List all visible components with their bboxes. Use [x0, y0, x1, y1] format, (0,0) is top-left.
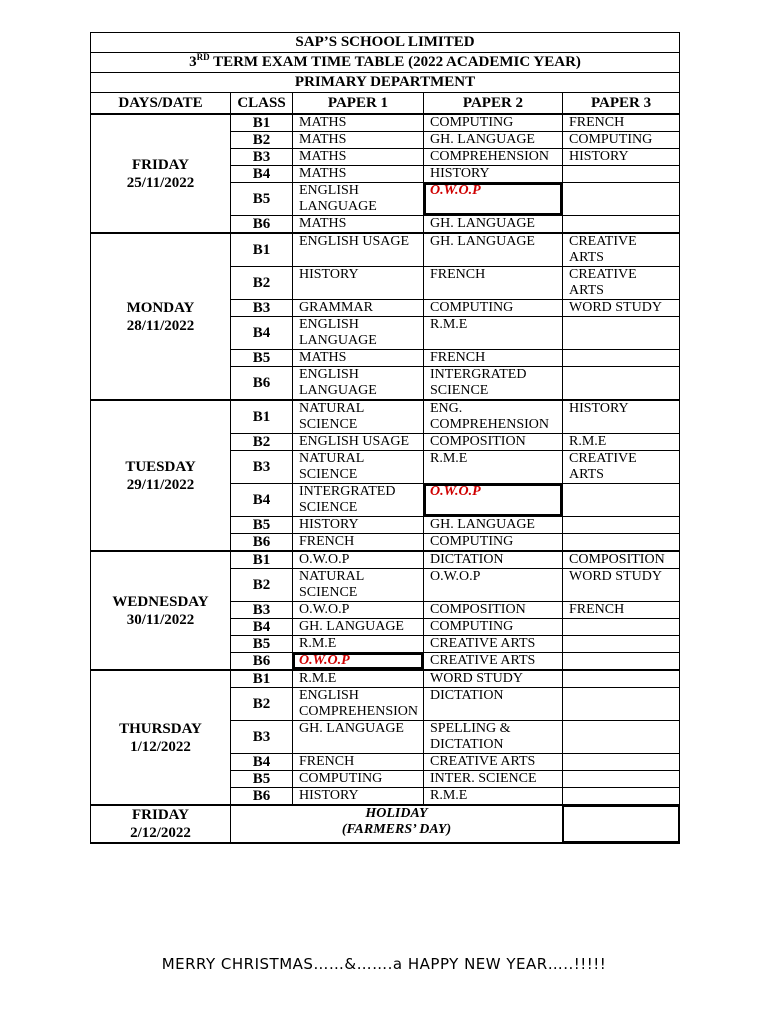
paper-1-cell: MATHS — [293, 166, 424, 183]
day-date: 1/12/2022 — [130, 738, 191, 755]
paper-3-cell — [563, 653, 680, 671]
header-class: CLASS — [231, 93, 293, 115]
paper-2-cell: HISTORY — [424, 166, 563, 183]
paper-3-cell — [563, 216, 680, 234]
paper-2-cell: COMPOSITION — [424, 434, 563, 451]
paper-3-cell — [563, 350, 680, 367]
day-name: FRIDAY — [132, 807, 189, 823]
paper-2-cell: COMPUTING — [424, 619, 563, 636]
paper-1-cell: ENGLISH LANGUAGE — [293, 367, 424, 401]
paper-2-cell: FRENCH — [424, 350, 563, 367]
paper-2-cell: COMPUTING — [424, 300, 563, 317]
paper-3-cell: CREATIVE ARTS — [563, 233, 680, 267]
paper-3-cell — [563, 619, 680, 636]
class-cell: B4 — [231, 317, 293, 350]
day-name: THURSDAY — [119, 720, 202, 737]
exam-timetable — [90, 32, 680, 844]
paper-3-cell: HISTORY — [563, 149, 680, 166]
class-cell: B3 — [231, 602, 293, 619]
department-name: PRIMARY DEPARTMENT — [91, 73, 680, 93]
paper-2-cell: FRENCH — [424, 267, 563, 300]
paper-2-cell: GH. LANGUAGE — [424, 216, 563, 234]
class-cell: B5 — [231, 636, 293, 653]
paper-1-cell: O.W.O.P — [293, 602, 424, 619]
day-name: FRIDAY — [132, 156, 189, 173]
paper-2-cell: COMPREHENSION — [424, 149, 563, 166]
paper-1-cell: ENGLISH COMPREHENSION — [293, 688, 424, 721]
paper-2-cell: COMPUTING — [424, 114, 563, 132]
paper-3-cell — [563, 484, 680, 517]
paper-2-cell: GH. LANGUAGE — [424, 517, 563, 534]
paper-1-cell: HISTORY — [293, 788, 424, 806]
day-date: 29/11/2022 — [126, 476, 195, 493]
class-cell: B2 — [231, 267, 293, 300]
paper-3-cell: WORD STUDY — [563, 569, 680, 602]
paper-1-cell: MATHS — [293, 132, 424, 149]
paper-2-cell: CREATIVE ARTS — [424, 653, 563, 671]
paper-3-cell — [563, 688, 680, 721]
day-name: TUESDAY — [125, 458, 196, 475]
paper-1-cell: MATHS — [293, 350, 424, 367]
header-paper-3: PAPER 3 — [563, 93, 680, 115]
paper-1-cell: HISTORY — [293, 267, 424, 300]
paper-3-cell: COMPOSITION — [563, 551, 680, 569]
empty-cell — [563, 805, 680, 843]
paper-2-cell: O.W.O.P — [424, 484, 563, 517]
paper-1-cell: R.M.E — [293, 670, 424, 688]
table-row — [91, 670, 680, 688]
paper-2-cell: O.W.O.P — [424, 183, 563, 216]
table-row — [91, 551, 680, 569]
paper-1-cell: NATURAL SCIENCE — [293, 451, 424, 484]
header-days-date: DAYS/DATE — [91, 93, 231, 115]
header-paper-2: PAPER 2 — [424, 93, 563, 115]
class-cell: B2 — [231, 132, 293, 149]
paper-1-cell: COMPUTING — [293, 771, 424, 788]
paper-1-cell: HISTORY — [293, 517, 424, 534]
class-cell: B1 — [231, 233, 293, 267]
paper-1-cell: ENGLISH LANGUAGE — [293, 317, 424, 350]
paper-3-cell: CREATIVE ARTS — [563, 451, 680, 484]
class-cell: B1 — [231, 551, 293, 569]
class-cell: B2 — [231, 569, 293, 602]
day-date: 28/11/2022 — [126, 317, 195, 334]
paper-3-cell — [563, 183, 680, 216]
footer-greeting: MERRY CHRISTMAS……&…….a HAPPY NEW YEAR…..!!!!! — [161, 955, 607, 973]
paper-3-cell — [563, 534, 680, 552]
holiday-reason: (FARMERS’ DAY) — [341, 822, 452, 837]
paper-3-cell — [563, 317, 680, 350]
class-cell: B2 — [231, 434, 293, 451]
paper-1-cell: ENGLISH USAGE — [293, 434, 424, 451]
paper-1-cell: ENGLISH USAGE — [293, 233, 424, 267]
paper-3-cell — [563, 636, 680, 653]
paper-1-cell: NATURAL SCIENCE — [293, 569, 424, 602]
paper-2-cell: ENG. COMPREHENSION — [424, 400, 563, 434]
day-date-cell — [91, 233, 231, 400]
day-name: MONDAY — [126, 299, 195, 316]
class-cell: B5 — [231, 183, 293, 216]
paper-1-cell: O.W.O.P — [293, 653, 424, 671]
paper-1-cell: MATHS — [293, 114, 424, 132]
paper-3-cell — [563, 771, 680, 788]
paper-3-cell — [563, 166, 680, 183]
day-date-cell — [91, 400, 231, 551]
class-cell: B6 — [231, 534, 293, 552]
holiday-cell — [231, 805, 563, 843]
paper-1-cell: GH. LANGUAGE — [293, 619, 424, 636]
paper-2-cell: R.M.E — [424, 788, 563, 806]
paper-2-cell: INTER. SCIENCE — [424, 771, 563, 788]
paper-3-cell: FRENCH — [563, 114, 680, 132]
class-cell: B1 — [231, 400, 293, 434]
holiday-label: HOLIDAY — [365, 806, 428, 821]
paper-2-cell: O.W.O.P — [424, 569, 563, 602]
day-date-cell — [91, 805, 231, 843]
paper-3-cell: WORD STUDY — [563, 300, 680, 317]
paper-3-cell: CREATIVE ARTS — [563, 267, 680, 300]
paper-1-cell: MATHS — [293, 216, 424, 234]
paper-1-cell: R.M.E — [293, 636, 424, 653]
paper-1-cell: GH. LANGUAGE — [293, 721, 424, 754]
class-cell: B4 — [231, 619, 293, 636]
class-cell: B3 — [231, 300, 293, 317]
class-cell: B6 — [231, 788, 293, 806]
paper-1-cell: FRENCH — [293, 534, 424, 552]
day-date: 25/11/2022 — [126, 174, 195, 191]
timetable-title: 3RD TERM EXAM TIME TABLE (2022 ACADEMIC YEAR) — [91, 53, 680, 73]
paper-2-cell: R.M.E — [424, 451, 563, 484]
paper-2-cell: DICTATION — [424, 551, 563, 569]
class-cell: B5 — [231, 517, 293, 534]
paper-1-cell: ENGLISH LANGUAGE — [293, 183, 424, 216]
class-cell: B5 — [231, 771, 293, 788]
paper-3-cell: COMPUTING — [563, 132, 680, 149]
paper-2-cell: GH. LANGUAGE — [424, 233, 563, 267]
table-row — [91, 114, 680, 132]
header-paper-1: PAPER 1 — [293, 93, 424, 115]
paper-1-cell: O.W.O.P — [293, 551, 424, 569]
day-name: WEDNESDAY — [112, 593, 209, 610]
paper-3-cell: R.M.E — [563, 434, 680, 451]
class-cell: B6 — [231, 216, 293, 234]
class-cell: B3 — [231, 149, 293, 166]
paper-1-cell: INTERGRATED SCIENCE — [293, 484, 424, 517]
paper-1-cell: NATURAL SCIENCE — [293, 400, 424, 434]
column-headers — [91, 93, 680, 115]
paper-3-cell — [563, 367, 680, 401]
class-cell: B4 — [231, 166, 293, 183]
paper-3-cell — [563, 754, 680, 771]
paper-2-cell: SPELLING & DICTATION — [424, 721, 563, 754]
paper-2-cell: R.M.E — [424, 317, 563, 350]
holiday-row — [91, 805, 680, 843]
paper-3-cell — [563, 670, 680, 688]
day-date: 30/11/2022 — [126, 611, 195, 628]
class-cell: B2 — [231, 688, 293, 721]
paper-2-cell: CREATIVE ARTS — [424, 754, 563, 771]
class-cell: B6 — [231, 653, 293, 671]
paper-3-cell — [563, 788, 680, 806]
paper-3-cell — [563, 721, 680, 754]
class-cell: B1 — [231, 670, 293, 688]
paper-2-cell: WORD STUDY — [424, 670, 563, 688]
day-date-cell — [91, 114, 231, 233]
class-cell: B3 — [231, 451, 293, 484]
paper-2-cell: GH. LANGUAGE — [424, 132, 563, 149]
class-cell: B3 — [231, 721, 293, 754]
paper-1-cell: MATHS — [293, 149, 424, 166]
class-cell: B4 — [231, 754, 293, 771]
day-date: 2/12/2022 — [130, 825, 191, 841]
class-cell: B6 — [231, 367, 293, 401]
table-row — [91, 400, 680, 434]
paper-3-cell: HISTORY — [563, 400, 680, 434]
paper-2-cell: COMPOSITION — [424, 602, 563, 619]
class-cell: B1 — [231, 114, 293, 132]
table-row — [91, 233, 680, 267]
class-cell: B5 — [231, 350, 293, 367]
paper-1-cell: FRENCH — [293, 754, 424, 771]
class-cell: B4 — [231, 484, 293, 517]
paper-3-cell: FRENCH — [563, 602, 680, 619]
paper-2-cell: DICTATION — [424, 688, 563, 721]
day-date-cell — [91, 670, 231, 805]
paper-2-cell: CREATIVE ARTS — [424, 636, 563, 653]
school-name: SAP’S SCHOOL LIMITED — [91, 33, 680, 53]
paper-3-cell — [563, 517, 680, 534]
day-date-cell — [91, 551, 231, 670]
paper-2-cell: COMPUTING — [424, 534, 563, 552]
paper-2-cell: INTERGRATED SCIENCE — [424, 367, 563, 401]
paper-1-cell: GRAMMAR — [293, 300, 424, 317]
